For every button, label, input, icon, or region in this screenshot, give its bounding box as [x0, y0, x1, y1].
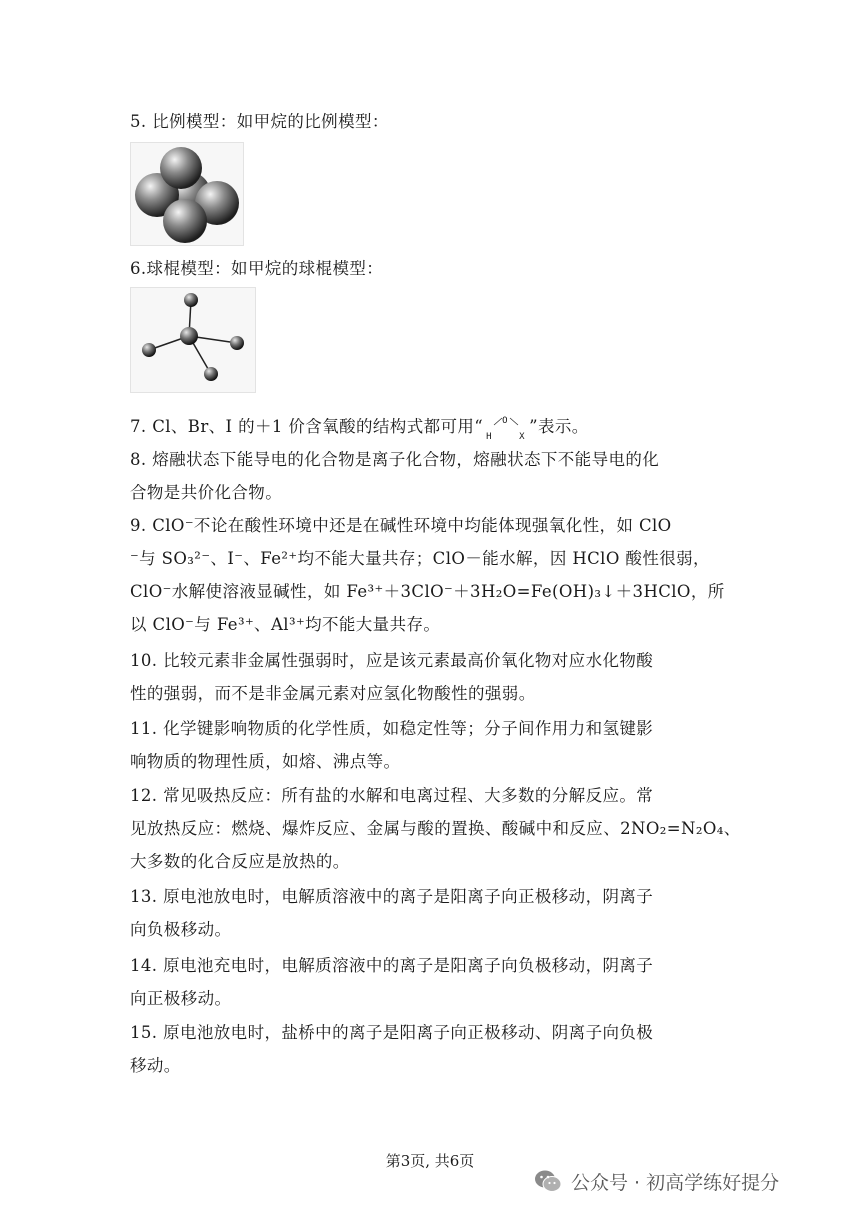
watermark — [533, 1168, 779, 1194]
item-12: 12. 常见吸热反应：所有盐的水解和电离过程、大多数的分解反应。常 见放热反应：燃烧、爆炸反应、金属与酸的置换、酸碱中和反应、2NO₂=N₂O₄、 大多数的化合反应是放热的。 — [130, 786, 741, 871]
item-7: 7. Cl、Br、I 的＋1 价含氧酸的结构式都可用“ O H X ”表示。 — [130, 410, 735, 443]
wechat-icon — [533, 1168, 563, 1194]
item-8: 8. 熔融状态下能导电的化合物是离子化合物，熔融状态下不能导电的化 合物是共价化合物。 — [130, 450, 660, 502]
page-number: 第3页, 共6页 — [385, 1152, 475, 1170]
item-13: 13. 原电池放电时，电解质溶液中的离子是阳离子向正极移动，阴离子 向负极移动。 — [130, 887, 654, 939]
item-6: 6.球棍模型：如甲烷的球棍模型： — [130, 259, 384, 278]
item-11: 11. 化学键影响物质的化学性质，如稳定性等；分子间作用力和氢键影 响物质的物理性质，如熔、沸点等。 — [130, 719, 654, 771]
watermark-text: 公众号 · 初高学练好提分 — [571, 1171, 780, 1194]
methane-ball-stick-model-figure — [130, 287, 256, 393]
item-5: 5. 比例模型：如甲烷的比例模型： — [130, 112, 389, 131]
space-filling-model-image — [131, 143, 243, 245]
methane-space-filling-model-figure — [130, 142, 244, 246]
item-9: 9. ClO⁻不论在酸性环境中还是在碱性环境中均能体现强氧化性，如 ClO ⁻与 SO₃²⁻、I⁻、Fe²⁺均不能大量共存；ClO－能水解，因 HClO 酸性很弱， ClO⁻水解使溶液显碱性，如 Fe³⁺＋3ClO⁻＋3H₂O=Fe(OH)₃↓＋3HClO，所 以 ClO⁻与 Fe³⁺、Al³⁺均不能大量共存。 — [130, 516, 725, 634]
item-15: 15. 原电池放电时，盐桥中的离子是阳离子向正极移动、阴离子向负极 移动。 — [130, 1023, 654, 1075]
hox-structural-formula: O H X — [483, 412, 529, 438]
ball-stick-model-image — [131, 288, 255, 392]
item-14: 14. 原电池充电时，电解质溶液中的离子是阳离子向负极移动，阴离子 向正极移动。 — [130, 956, 654, 1008]
bond-lines-icon — [483, 412, 529, 438]
item-10: 10. 比较元素非金属性强弱时，应是该元素最高价氧化物对应水化物酸 性的强弱，而不是非金属元素对应氢化物酸性的强弱。 — [130, 651, 654, 703]
